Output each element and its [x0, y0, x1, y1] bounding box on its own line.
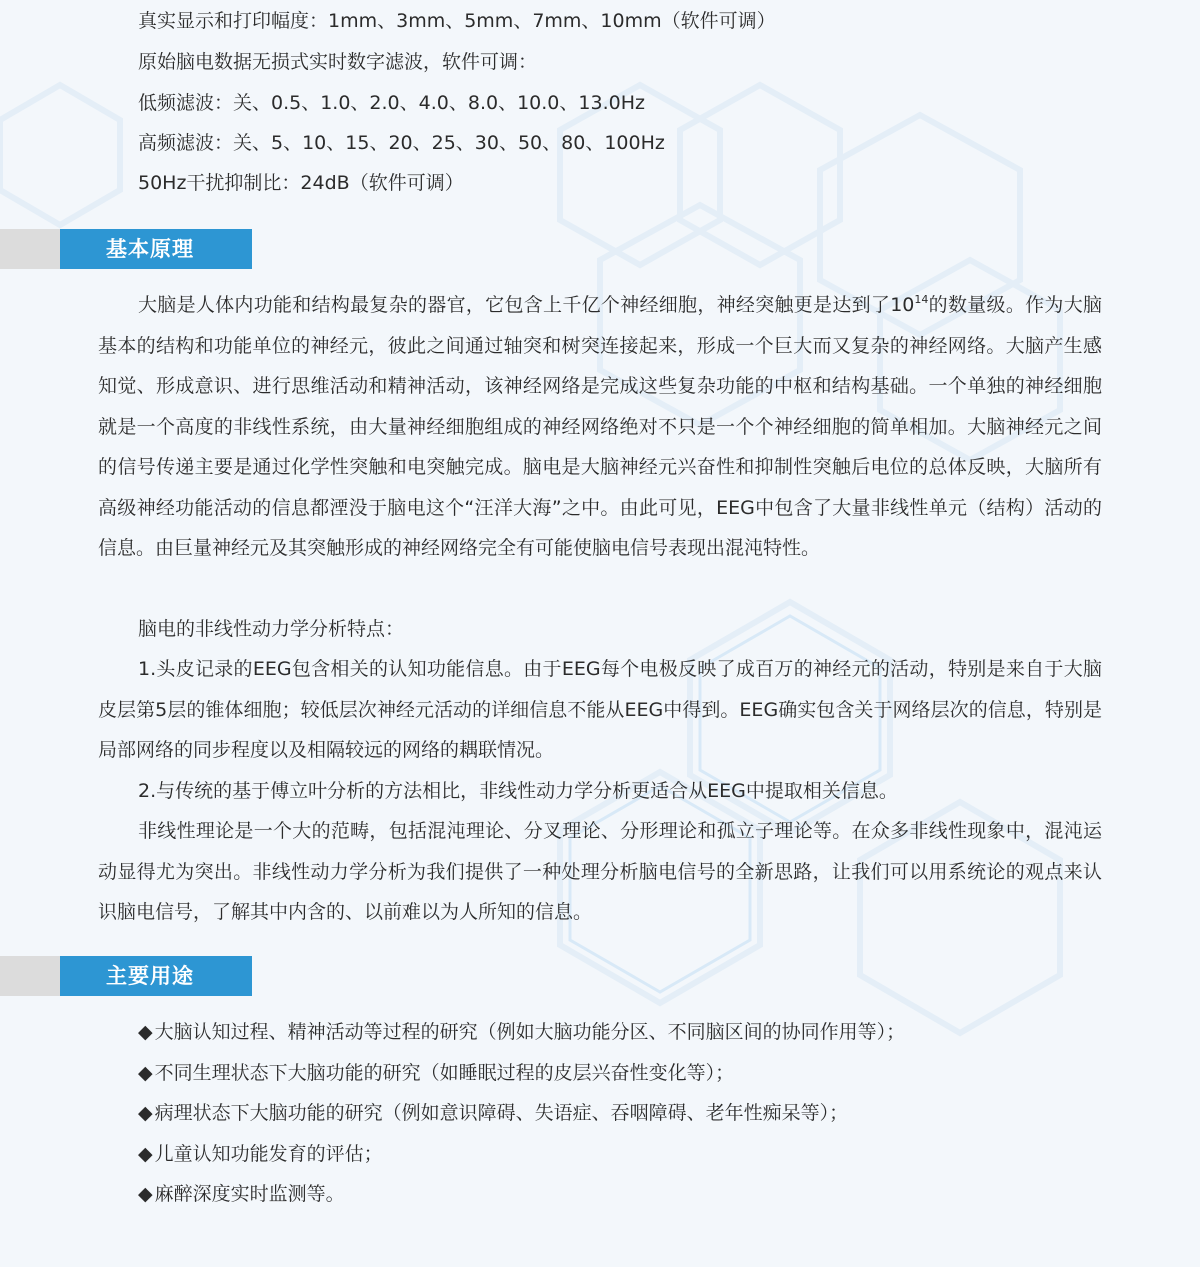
diamond-bullet-icon: ◆ — [138, 1062, 153, 1084]
usage-item-text: 麻醉深度实时监测等。 — [154, 1183, 345, 1205]
diamond-bullet-icon: ◆ — [138, 1143, 153, 1165]
usage-list-item — [138, 1182, 345, 1206]
usage-item-text: 大脑认知过程、精神活动等过程的研究（例如大脑功能分区、不同脑区间的协同作用等）； — [154, 1021, 906, 1043]
section-title-principle: 基本原理 — [60, 229, 252, 269]
principle-paragraph-4: 2.与传统的基于傅立叶分析的方法相比，非线性动力学分析更适合从EEG中提取相关信息。 — [138, 780, 898, 802]
principle-paragraph-5: 非线性理论是一个大的范畴，包括混沌理论、分叉理论、分形理论和孤立子理论等。在众多非线性现象中，混沌运动显得尤为突出。非线性动力学分析为我们提供了一种处理分析脑电信号的全新思路，让我们可以用系统论的观点来认识脑电信号，了解其中内含的、以前难以为人所知的信息。 — [98, 820, 1102, 923]
usage-item-text: 儿童认知功能发育的评估； — [154, 1143, 383, 1165]
usage-item-text: 不同生理状态下大脑功能的研究（如睡眠过程的皮层兴奋性变化等）； — [154, 1062, 735, 1084]
diamond-bullet-icon: ◆ — [138, 1102, 153, 1124]
spec-low-frequency-filter: 低频滤波：关、0.5、1.0、2.0、4.0、8.0、10.0、13.0Hz — [138, 92, 645, 114]
diamond-bullet-icon: ◆ — [138, 1021, 153, 1043]
usage-list-item — [138, 1020, 905, 1044]
principle-paragraph-1 — [98, 285, 1102, 569]
diamond-bullet-icon: ◆ — [138, 1183, 153, 1205]
usage-list-item — [138, 1101, 848, 1125]
section-header-gray-bar — [0, 956, 60, 996]
section-header-principle — [0, 229, 252, 269]
usage-list-item — [138, 1142, 383, 1166]
usage-item-text: 病理状态下大脑功能的研究（例如意识障碍、失语症、吞咽障碍、老年性痴呆等）； — [154, 1102, 849, 1124]
superscript-exponent: 14 — [914, 293, 929, 306]
spec-digital-filter: 原始脑电数据无损式实时数字滤波，软件可调： — [138, 51, 538, 73]
section-header-usage — [0, 956, 252, 996]
principle-paragraph-1-text: 大脑是人体内功能和结构最复杂的器官，它包含上千亿个神经细胞，神经突触更是达到了10 — [138, 294, 915, 316]
section-title-usage: 主要用途 — [60, 956, 252, 996]
spec-high-frequency-filter: 高频滤波：关、5、10、15、20、25、30、50、80、100Hz — [138, 132, 665, 154]
usage-list-item — [138, 1061, 734, 1085]
spec-interference-rejection: 50Hz干扰抑制比：24dB（软件可调） — [138, 172, 464, 194]
principle-paragraph-2: 脑电的非线性动力学分析特点： — [138, 618, 405, 640]
spec-display-amplitude: 真实显示和打印幅度：1mm、3mm、5mm、7mm、10mm（软件可调） — [138, 10, 776, 32]
principle-paragraph-1-text-cont: 的数量级。作为大脑基本的结构和功能单位的神经元，彼此之间通过轴突和树突连接起来，形成一个巨大而又复杂的神经网络。大脑产生感知觉、形成意识、进行思维活动和精神活动，该神经网络是完成这些复杂功能的中枢和结构基础。一个单独的神经细胞就是一个高度的非线性系统，由大量神经细胞组成的神经网络绝对不只是一个个神经细胞的简单相加。大脑神经元之间的信号传递主要是通过化学性突触和电突触完成。脑电是大脑神经元兴奋性和抑制性突触后电位的总体反映，大脑所有高级神经功能活动的信息都湮没于脑电这个“汪洋大海”之中。由此可见，EEG中包含了大量非线性单元（结构）活动的信息。由巨量神经元及其突触形成的神经网络完全有可能使脑电信号表现出混沌特性。 — [98, 294, 1102, 559]
principle-paragraph-3: 1.头皮记录的EEG包含相关的认知功能信息。由于EEG每个电极反映了成百万的神经元的活动，特别是来自于大脑皮层第5层的锥体细胞；较低层次神经元活动的详细信息不能从EEG中得到。EEG确实包含关于网络层次的信息，特别是局部网络的同步程度以及相隔较远的网络的耦联情况。 — [98, 658, 1102, 761]
section-header-gray-bar — [0, 229, 60, 269]
